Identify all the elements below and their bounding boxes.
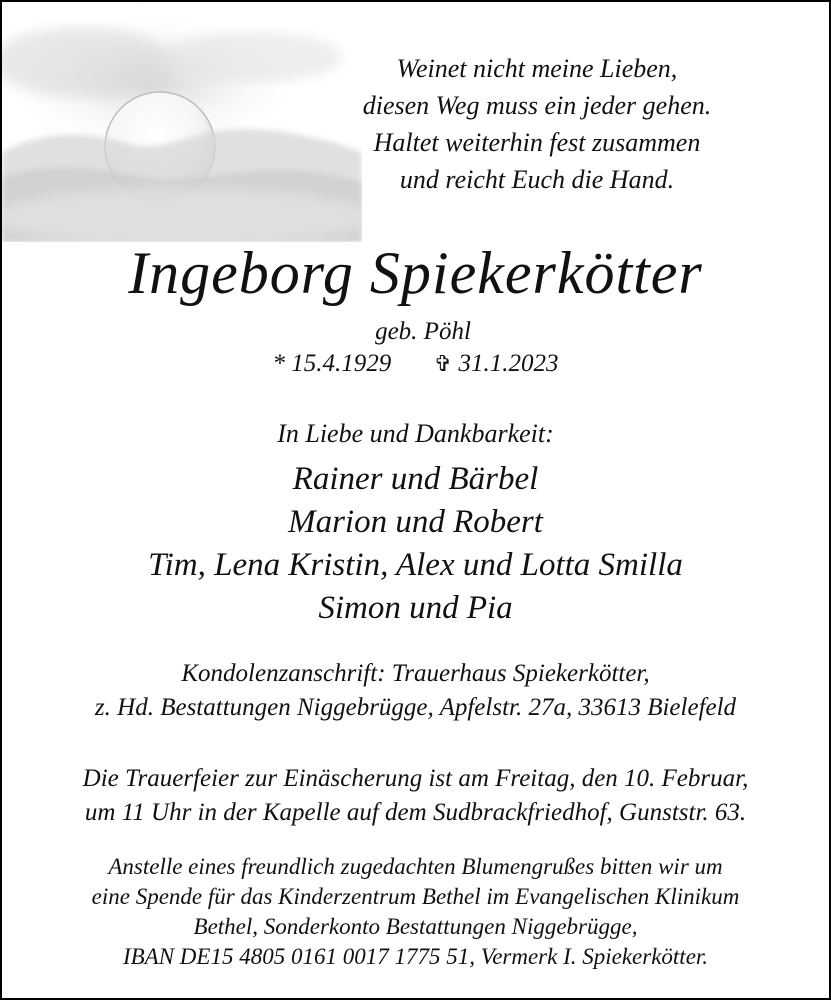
memorial-verse <box>302 50 772 198</box>
funeral-ceremony-info <box>2 762 829 830</box>
mourners-intro: In Liebe und Dankbarkeit: <box>277 419 554 448</box>
cross-icon: ✞ <box>433 351 453 376</box>
address-line: z. Hd. Bestattungen Niggebrügge, Apfelstr. 27a, 33613 Bielefeld <box>94 694 737 721</box>
ceremony-line: Die Trauerfeier zur Einäscherung ist am Freitag, den 10. Februar, <box>82 765 749 792</box>
donation-line: eine Spende für das Kinderzentrum Bethel im Evangelischen Klinikum <box>91 884 740 909</box>
deceased-name: Ingeborg Spiekerkötter <box>128 240 703 306</box>
verse-line: Haltet weiterhin fest zusammen <box>373 128 701 157</box>
verse-line: diesen Weg muss ein jeder gehen. <box>362 91 712 120</box>
donation-line: IBAN DE15 4805 0161 0017 1775 51, Vermerk I. Spiekerkötter. <box>122 944 709 969</box>
mourner-name: Marion und Robert <box>288 504 543 540</box>
birth-date: 15.4.1929 <box>291 350 392 377</box>
donation-line: Anstelle eines freundlich zugedachten Blumengrußes bitten wir um <box>108 854 723 879</box>
mourner-name: Simon und Pia <box>318 590 513 626</box>
mourner-name: Tim, Lena Kristin, Alex und Lotta Smilla <box>148 547 683 583</box>
mourners-list <box>2 458 829 630</box>
condolence-address <box>2 657 829 725</box>
birth-star-icon: * <box>272 350 286 377</box>
life-dates <box>2 347 829 381</box>
verse-line: Weinet nicht meine Lieben, <box>396 54 678 83</box>
donation-request <box>2 852 829 972</box>
death-date: 31.1.2023 <box>458 350 559 377</box>
birth-name: geb. Pöhl <box>375 318 471 345</box>
donation-line: Bethel, Sonderkonto Bestattungen Niggebrügge, <box>193 914 638 939</box>
address-line: Kondolenzanschrift: Trauerhaus Spiekerkötter, <box>181 660 650 687</box>
verse-line: und reicht Euch die Hand. <box>399 165 675 194</box>
ceremony-line: um 11 Uhr in der Kapelle auf dem Sudbrackfriedhof, Gunststr. 63. <box>84 799 747 826</box>
mourner-name: Rainer und Bärbel <box>292 461 539 497</box>
